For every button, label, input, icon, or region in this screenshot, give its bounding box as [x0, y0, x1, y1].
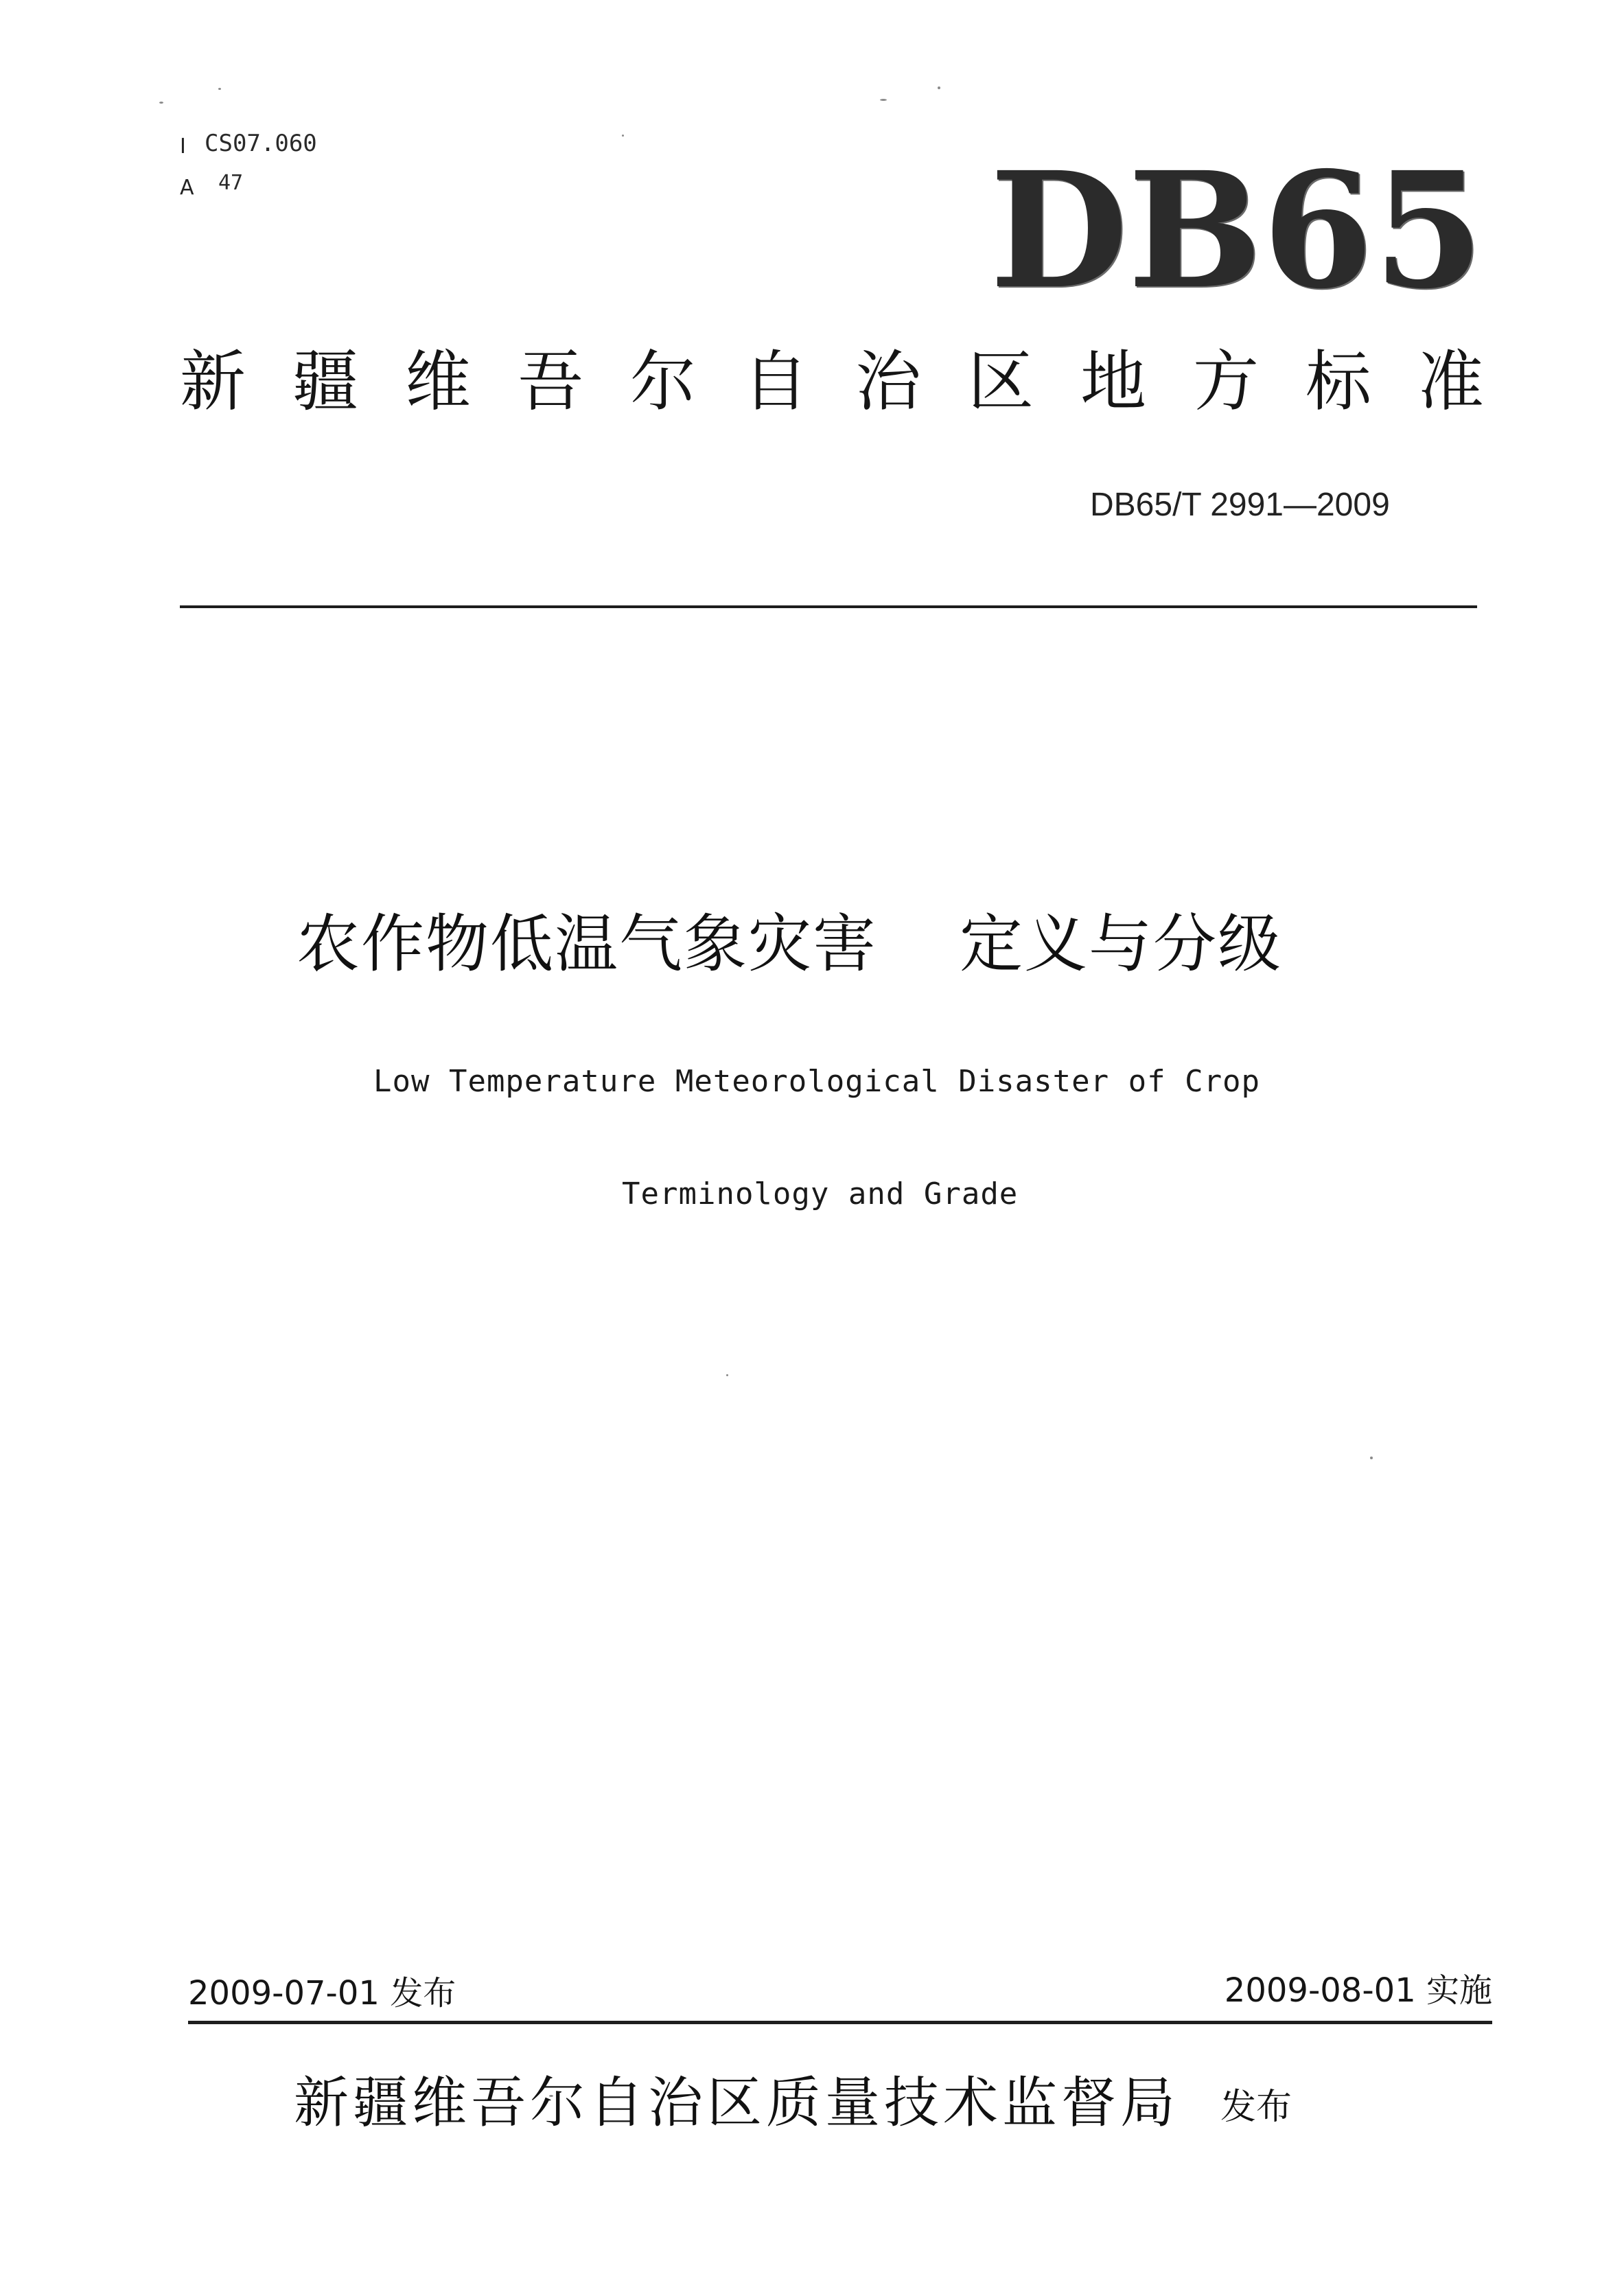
ics-mark: I	[180, 135, 186, 159]
document-title-english-line2: Terminology and Grade	[622, 1176, 1019, 1211]
implement-date: 2009-08-01 实施	[1224, 1971, 1492, 2010]
publish-date: 2009-07-01 发布	[188, 1974, 456, 2013]
document-title-chinese	[297, 907, 1283, 981]
scan-speck	[159, 102, 163, 104]
standard-number: DB65/T 2991—2009	[1090, 487, 1390, 523]
footer-divider	[188, 2021, 1492, 2024]
issuer-line	[294, 2071, 1292, 2135]
title-chinese-part1: 农作物低温气象灾害	[297, 907, 878, 981]
scan-speck	[1370, 1457, 1373, 1459]
db65-logo: DB65	[990, 137, 1485, 324]
issuer-name: 新疆维吾尔自治区质量技术监督局	[294, 2071, 1179, 2135]
scan-speck	[726, 1374, 728, 1376]
scan-speck	[938, 86, 940, 89]
scan-speck	[218, 88, 221, 90]
scan-speck	[622, 135, 624, 137]
standard-type-heading	[180, 343, 1531, 420]
ccs-mark: A	[180, 176, 194, 200]
header-divider	[180, 605, 1477, 608]
document-title-english-line1: Low Temperature Meteorological Disaster of Crop	[373, 1064, 1261, 1099]
title-chinese-part2: 定义与分级	[960, 907, 1283, 981]
scan-speck	[880, 99, 887, 101]
issuer-suffix: 发布	[1220, 2087, 1292, 2128]
standard-type-label: 新疆维吾尔自治区地方标准	[180, 343, 1531, 420]
ics-code: CS07.060	[205, 130, 317, 157]
ccs-code: 47	[218, 171, 244, 195]
